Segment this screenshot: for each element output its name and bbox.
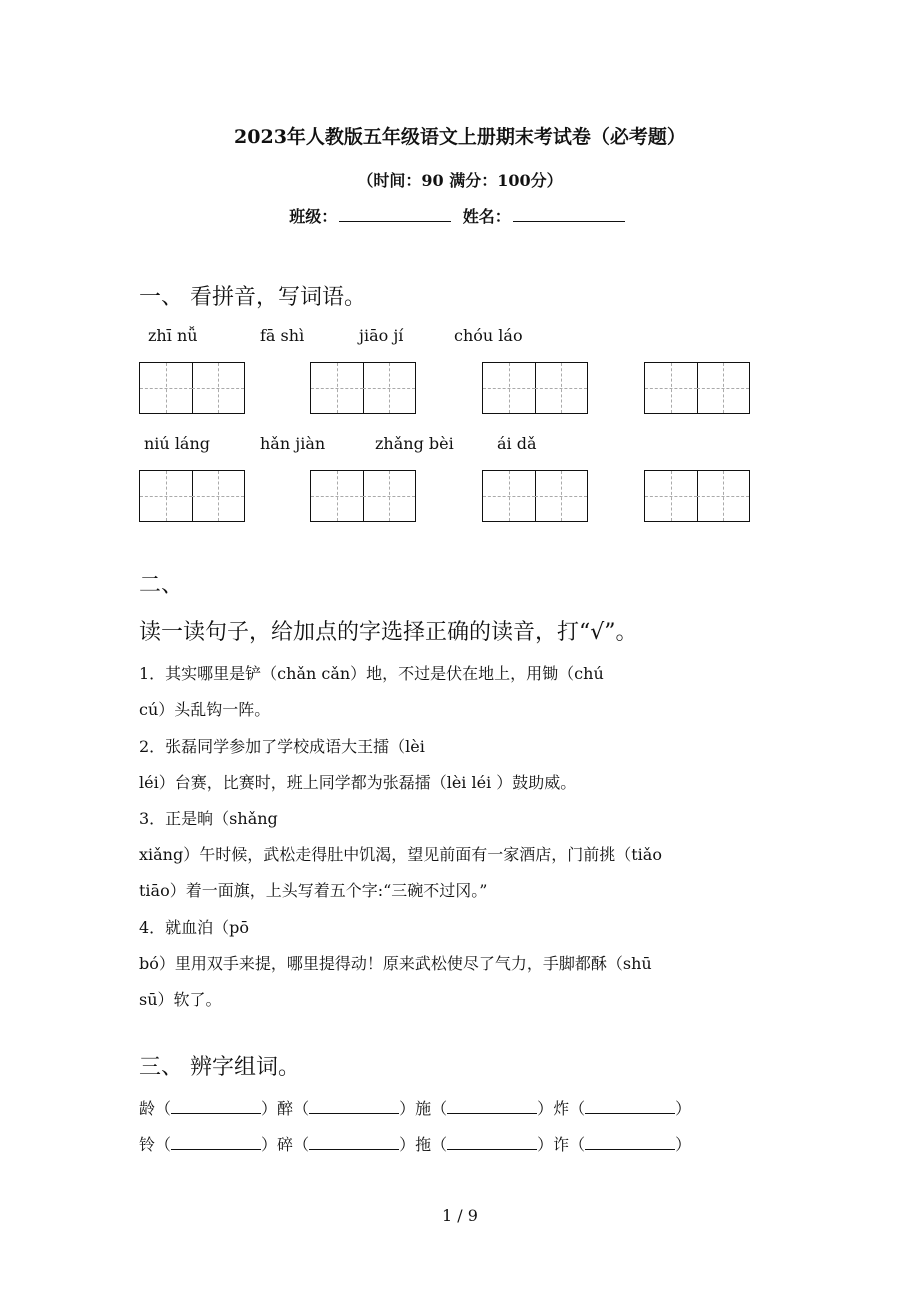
page-title: 2023年人教版五年级语文上册期末考试卷（必考题） (234, 126, 686, 148)
exam-info: （时间：90 满分：100分） (357, 171, 563, 190)
class-label: 班级： (289, 207, 338, 226)
question-line: 3．正是晌（shǎng (139, 809, 278, 828)
pinyin-label: zhǎng bèi (375, 434, 454, 453)
pinyin-label: hǎn jiàn (260, 434, 326, 453)
class-blank[interactable] (339, 207, 451, 222)
writing-grid[interactable] (482, 470, 588, 522)
page-number: 1 / 9 (442, 1206, 478, 1225)
pinyin-label: ái dǎ (497, 434, 537, 453)
name-blank[interactable] (513, 207, 625, 222)
writing-grid[interactable] (139, 362, 245, 414)
answer-blank[interactable] (447, 1133, 537, 1150)
char: 施 (415, 1099, 432, 1118)
pinyin-label: zhī nǚ (148, 326, 198, 345)
char: 铃 (139, 1135, 156, 1154)
answer-blank[interactable] (171, 1097, 261, 1114)
pinyin-label: niú láng (144, 434, 211, 453)
char: 醉 (277, 1099, 294, 1118)
question-line: tiāo）着一面旗，上头写着五个字:“三碗不过冈。” (139, 881, 488, 900)
question-line: bó）里用双手来提，哪里提得动！原来武松使尽了气力，手脚都酥（shū (139, 954, 652, 973)
question-line: sū）软了。 (139, 990, 222, 1009)
word-row: 铃（ ）碎（ ）拖（ ）诈（ ） (139, 1135, 692, 1154)
question-line: xiǎng）午时候，武松走得肚中饥渴，望见前面有一家酒店，门前挑（tiǎo (139, 845, 662, 864)
section2-instruction: 读一读句子，给加点的字选择正确的读音，打“√”。 (139, 620, 638, 645)
word-row: 龄（ ）醉（ ）施（ ）炸（ ） (139, 1099, 692, 1118)
answer-blank[interactable] (585, 1097, 675, 1114)
writing-grid[interactable] (482, 362, 588, 414)
answer-blank[interactable] (447, 1097, 537, 1114)
writing-grid[interactable] (644, 362, 750, 414)
name-label: 姓名： (462, 207, 511, 226)
writing-grid[interactable] (310, 470, 416, 522)
section1-heading: 一、 看拼音，写词语。 (139, 285, 366, 310)
char: 炸 (553, 1099, 570, 1118)
pinyin-label: fā shì (260, 326, 305, 345)
pinyin-label: chóu láo (454, 326, 523, 345)
writing-grid[interactable] (644, 470, 750, 522)
char: 诈 (553, 1135, 570, 1154)
question-line: 1．其实哪里是铲（chǎn cǎn）地，不过是伏在地上，用锄（chú (139, 664, 604, 683)
writing-grid[interactable] (139, 470, 245, 522)
pinyin-label: jiāo jí (359, 326, 404, 345)
char: 龄 (139, 1099, 156, 1118)
answer-blank[interactable] (309, 1097, 399, 1114)
char: 拖 (415, 1135, 432, 1154)
char: 碎 (277, 1135, 294, 1154)
student-info-line (0, 204, 920, 227)
question-line: 4．就血泊（pō (139, 918, 250, 937)
writing-grid[interactable] (310, 362, 416, 414)
answer-blank[interactable] (585, 1133, 675, 1150)
section2-heading: 二、 (139, 573, 184, 598)
question-line: 2．张磊同学参加了学校成语大王擂（lèi (139, 737, 425, 756)
answer-blank[interactable] (171, 1133, 261, 1150)
question-line: léi）台赛，比赛时，班上同学都为张磊擂（lèi léi ）鼓助威。 (139, 773, 577, 792)
question-line: cú）头乱钩一阵。 (139, 700, 271, 719)
section3-heading: 三、 辨字组词。 (139, 1055, 300, 1080)
answer-blank[interactable] (309, 1133, 399, 1150)
